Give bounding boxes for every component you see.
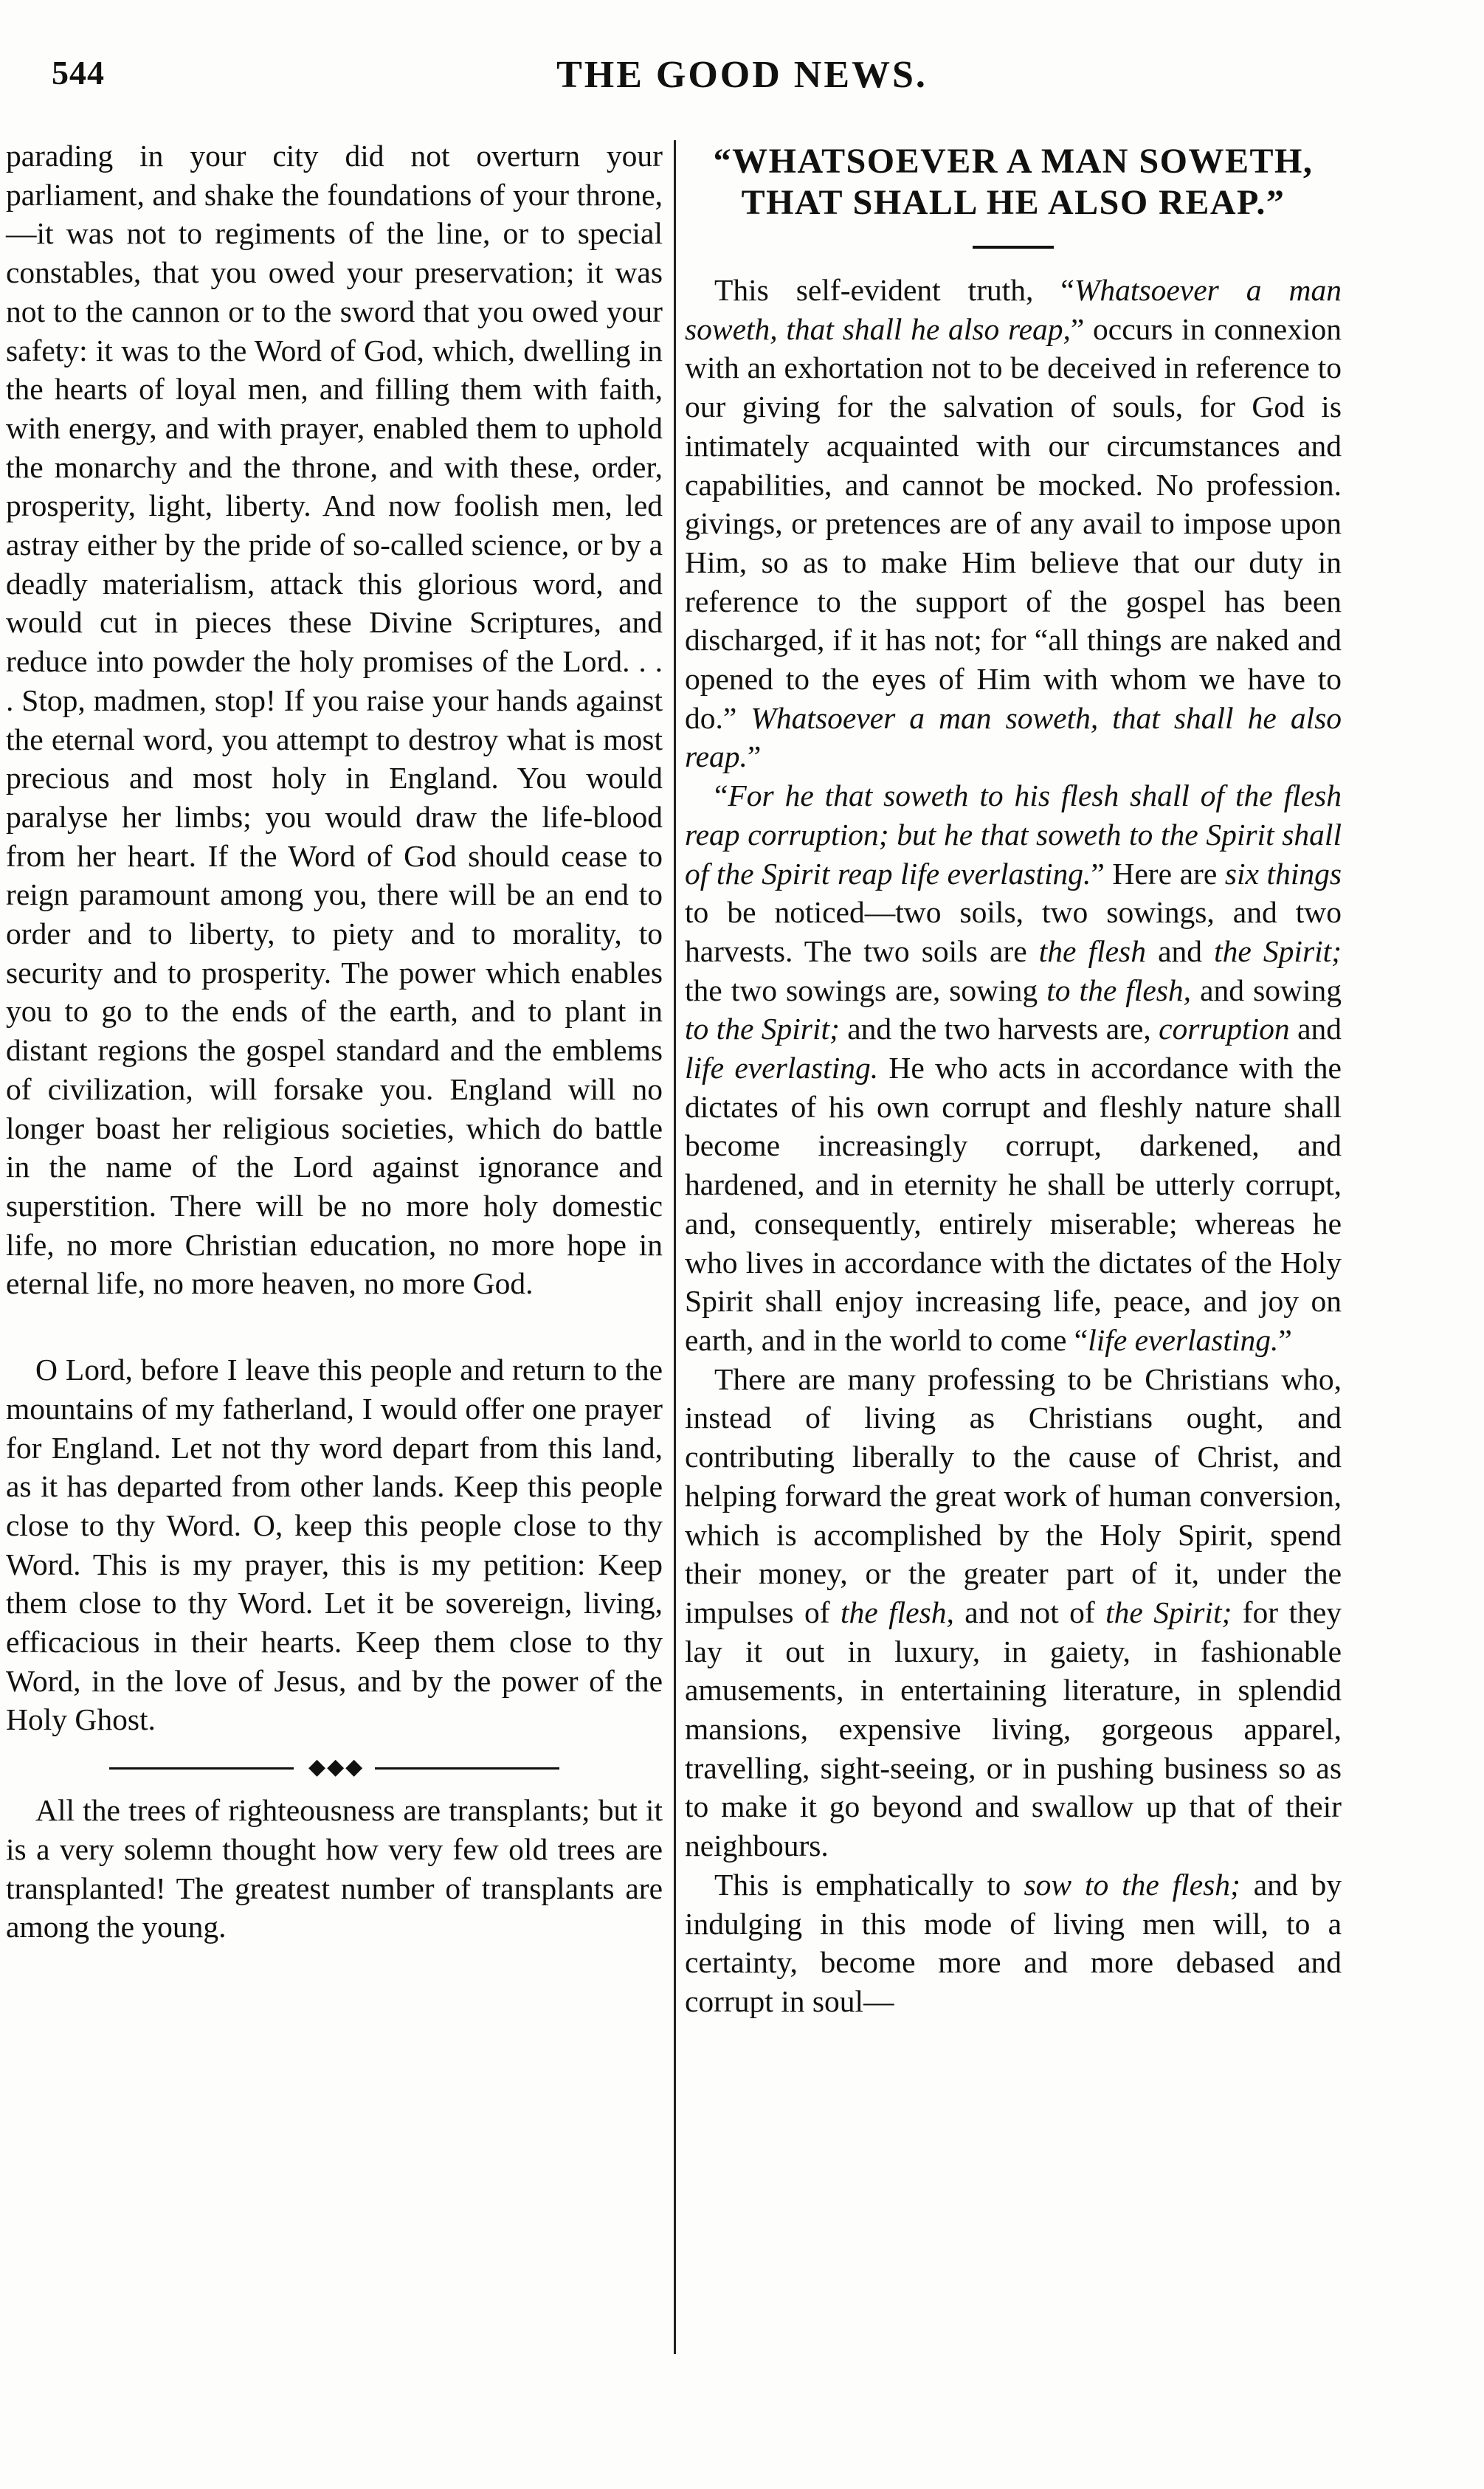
- text-run: and sowing: [1191, 973, 1342, 1007]
- text-run: and by indulging in this mode of living men will, to a certainty, become more and more debased and corrupt in soul—: [685, 1867, 1342, 2018]
- paragraph-spacer: [6, 1739, 663, 1747]
- text-run: “: [714, 779, 728, 813]
- text-run: This is emphatically to: [714, 1867, 1024, 1902]
- italic-phrase: life everlasting.: [685, 1051, 879, 1085]
- italic-phrase: to the flesh,: [1046, 973, 1192, 1007]
- running-title: THE GOOD NEWS.: [556, 54, 928, 96]
- text-run: to be noticed—two soils, two sowings, and two harvests. The two soils are: [685, 895, 1342, 968]
- text-run: He who acts in accordance with the dictates of his own corrupt and fleshly nature shall become increasingly corrupt, darkened, and hardened, and in eternity he shall be utterly corrupt, and, consequently, entirely miserable; whereas he who lives in accordance with the dictates of the Holy Spirit shall enjoy increasing life, peace, and joy on earth, and in the world to come “: [685, 1051, 1342, 1357]
- italic-phrase: sow to the flesh;: [1024, 1867, 1240, 1902]
- italic-phrase: the Spirit;: [1105, 1595, 1232, 1629]
- text-run: and: [1145, 933, 1215, 968]
- text-run: for they lay it out in luxury, in gaiety, in fashionable amusements, in entertaining literature, in splendid mansions, expensive living, gorgeous apparel, travelling, sight-seeing, or in pushing business so as to make it go beyond and swallow up that of their neighbours.: [685, 1595, 1342, 1863]
- trees-paragraph: All the trees of righteousness are transplants; but it is a very solemn thought how very few old trees are transplanted! The greatest number of transplants are among the young.: [6, 1793, 663, 1944]
- text-run: This self-evident truth, “: [714, 273, 1074, 307]
- article-paragraph-1: [685, 271, 1342, 776]
- paragraph-spacer: [6, 1303, 663, 1350]
- article-paragraph-4: [685, 1865, 1342, 2021]
- article-title: “WHATSOEVER A MAN SOWETH, THAT SHALL HE ALSO REAP.”: [713, 142, 1314, 222]
- article-paragraph-2: [685, 776, 1342, 1360]
- text-run: ” occurs in connexion with an exhortation not to be deceived in reference to our giving for the salvation of souls, for God is intimately acquainted with our circumstances and capabilities, and cannot be mocked. No profession. givings, or pretences are of any avail to impose upon Him, so as to make Him believe that our duty in reference to the support of the gospel has been discharged, if it has not; for “all things are naked and opened to the eyes of Him with whom we have to do.”: [685, 311, 1342, 735]
- page-header: [44, 53, 1440, 105]
- italic-quote: For he that soweth to his flesh shall of the flesh reap corruption; but he that soweth to the Spirit shall of the Spirit reap life everlasting.: [685, 779, 1342, 891]
- text-run: and: [1289, 1012, 1342, 1046]
- page-number: 544: [52, 54, 105, 92]
- text-run: ”: [1278, 1322, 1292, 1357]
- ornament-diamonds: ◆◆◆: [308, 1755, 365, 1780]
- text-run: and not of: [953, 1595, 1106, 1629]
- italic-phrase: the flesh: [1038, 933, 1146, 968]
- column-divider: [674, 140, 676, 2354]
- prayer-paragraph: O Lord, before I leave this people and return to the mountains of my fatherland, I would offer one prayer for England. Let not thy word depart from this land, as it has departed from other lands. Keep this people close to thy Word. O, keep this people close to thy Word. This is my prayer, this is my petition: Keep them close to thy Word. Let it be sovereign, living, efficacious in their hearts. Keep them close to thy Word, in the love of Jesus, and by the power of the Holy Ghost.: [6, 1353, 663, 1737]
- text-run: ”: [747, 739, 762, 774]
- text-run: and the two harvests are,: [839, 1012, 1159, 1046]
- title-rule: [973, 246, 1054, 249]
- article-paragraph-3: [685, 1360, 1342, 1865]
- ornament-rule-left: [109, 1767, 294, 1770]
- italic-phrase: to the Spirit;: [685, 1012, 840, 1046]
- italic-phrase: the Spirit;: [1214, 933, 1342, 968]
- italic-quote: Whatsoever a man soweth, that shall he also reap,: [685, 273, 1342, 346]
- text-run: ” Here are: [1091, 856, 1225, 891]
- right-column: [685, 137, 1342, 2021]
- left-column: [6, 137, 663, 1947]
- italic-quote: Whatsoever a man soweth, that shall he also reap.: [685, 700, 1342, 774]
- ornament-rule-right: [375, 1767, 559, 1770]
- section-ornament: [109, 1747, 559, 1791]
- italic-phrase: life everlasting.: [1088, 1322, 1279, 1357]
- italic-phrase: six things: [1224, 856, 1342, 891]
- text-run: the two sowings are, sowing: [685, 973, 1047, 1007]
- text-run: There are many professing to be Christians who, instead of living as Christians ought, and contributing liberally to the cause of Christ, and helping forward the great work of human conversion, which is accomplished by the Holy Spirit, spend their money, or the greater part of it, under the impulses of: [685, 1361, 1342, 1629]
- italic-phrase: corruption: [1159, 1012, 1290, 1046]
- italic-phrase: the flesh,: [840, 1595, 954, 1629]
- article-continuation-paragraph: parading in your city did not overturn your parliament, and shake the foundations of your throne,—it was not to regiments of the line, or to special constables, that you owed your preservation; it was not to the cannon or to the sword that you owed your safety: it was to the Word of God, which, dwelling in the hearts of loyal men, and filling them with faith, with energy, and with prayer, enabled them to uphold the monarchy and the throne, and with these, order, prosperity, light, liberty. And now foolish men, led astray either by the pride of so-called science, or by a deadly materialism, attack this glorious word, and would cut in pieces these Divine Scriptures, and reduce into powder the holy promises of the Lord. . . . Stop, madmen, stop! If you raise your hands against the eternal word, you attempt to destroy what is most precious and most holy in England. You would paralyse her limbs; you would draw the life-blood from her heart. If the Word of God should cease to reign paramount among you, there will be an end to order and to liberty, to piety and to morality, to security and to prosperity. The power which enables you to go to the ends of the earth, and to plant in distant regions the gospel standard and the emblems of civilization, will forsake you. England will no longer boast her religious societies, which do battle in the name of the Lord against ignorance and superstition. There will be no more holy domestic life, no more Christian education, no more hope in eternal life, no more heaven, no more God.: [6, 139, 663, 1301]
